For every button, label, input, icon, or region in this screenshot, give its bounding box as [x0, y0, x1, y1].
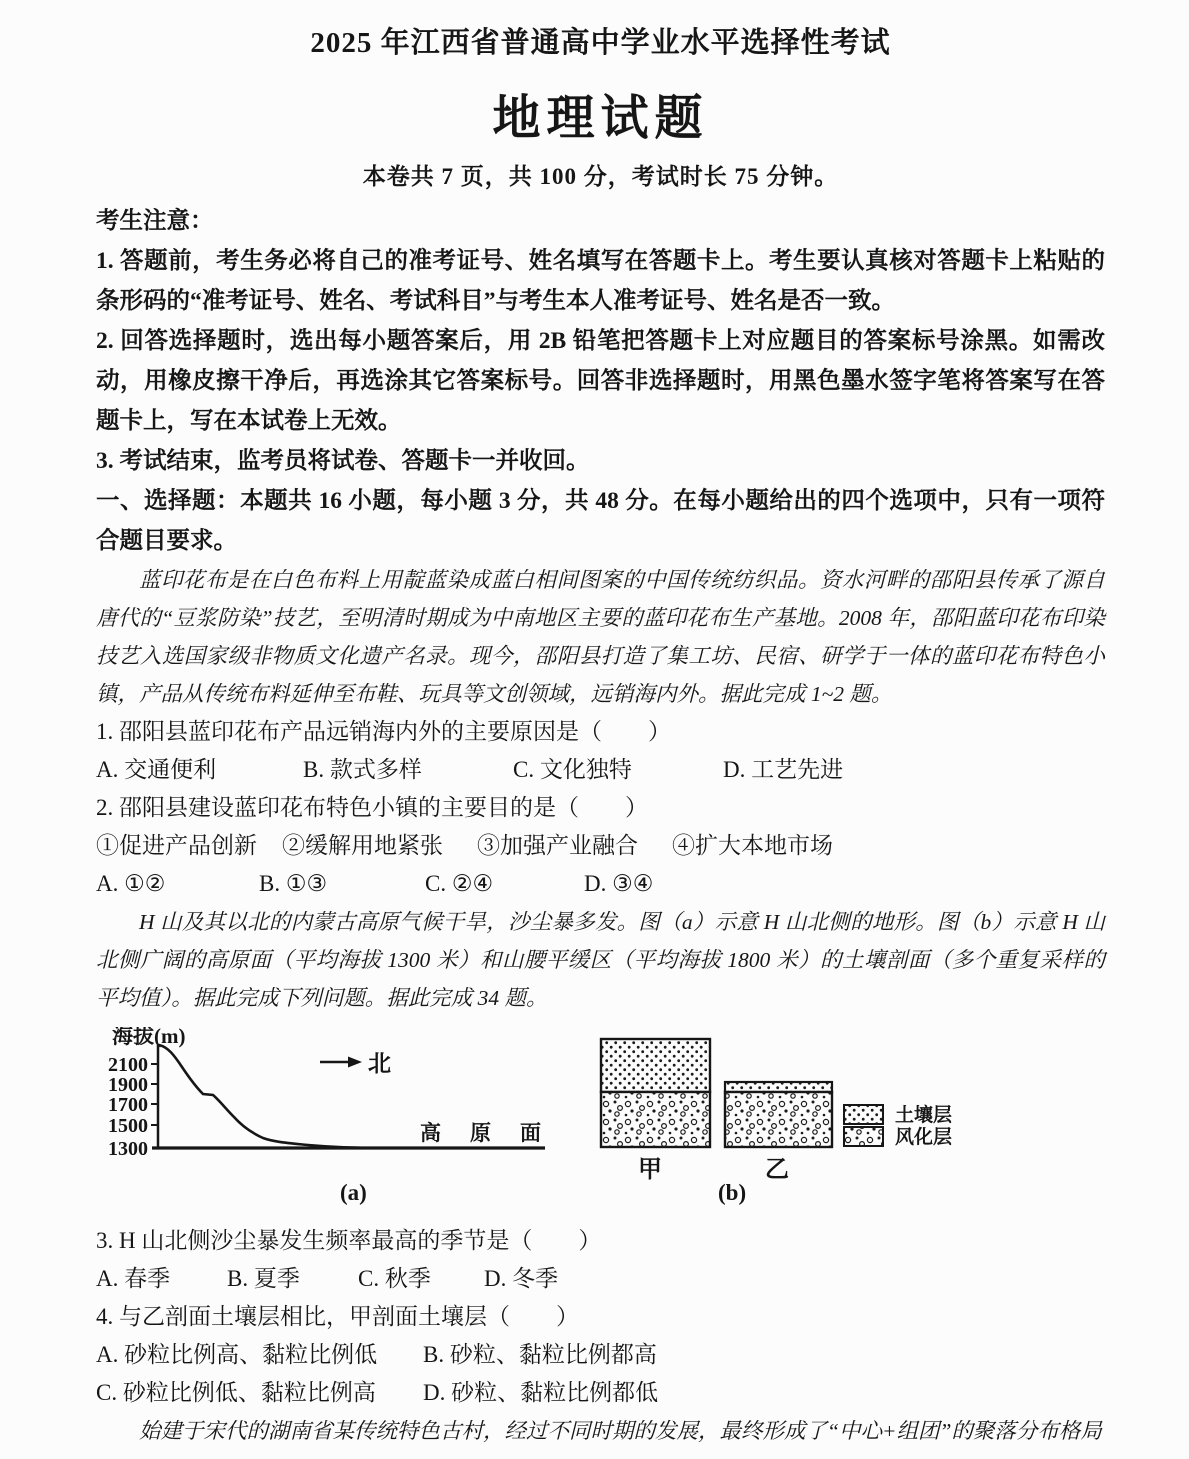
- q4-option-d: D. 砂粒、黏粒比例都低: [423, 1380, 659, 1406]
- column-label-jia: 甲: [638, 1157, 662, 1184]
- legend-swatch-soil: [844, 1105, 883, 1124]
- ytick-1700: 1700: [108, 1094, 148, 1117]
- question-4-options-row-1: [96, 1336, 1105, 1374]
- q2-subitem-1: ①促进产品创新: [96, 833, 257, 859]
- q3-option-c: C. 秋季: [358, 1266, 431, 1292]
- q1-option-d: D. 工艺先进: [723, 757, 844, 783]
- q1-option-a: A. 交通便利: [96, 757, 217, 783]
- soil-column-jia: [601, 1039, 710, 1147]
- q2-option-d: D. ③④: [584, 871, 654, 897]
- legend: [844, 1103, 952, 1148]
- terrain-profile-chart: [108, 1027, 570, 1205]
- north-arrow: [320, 1057, 362, 1068]
- paper-title: 地理试题: [492, 92, 709, 146]
- notice-item-2: 2. 回答选择题时，选出每小题答案后，用 2B 铅笔把答题卡上对应题目的答案标号涂黑。如需改动，用橡皮擦干净后，再选涂其它答案标号。回答非选择题时，用黑色墨水签字笔将答案写在答题卡上，写在本试卷上无效。: [96, 328, 1105, 435]
- ytick-2100: 2100: [108, 1054, 148, 1077]
- ytick-1300: 1300: [108, 1138, 148, 1161]
- notice-section: [96, 201, 1105, 481]
- question-4-options-row-2: [96, 1374, 1105, 1412]
- notice-item-1: 1. 答题前，考生务必将自己的准考证号、姓名填写在答题卡上。考生要认真核对答题卡上粘贴的条形码的“准考证号、姓名、考试科目”与考生本人准考证号、姓名是否一致。: [96, 248, 1105, 315]
- question-3-stem: 3. H 山北侧沙尘暴发生频率最高的季节是（ ）: [96, 1228, 602, 1254]
- exam-title: 2025 年江西省普通高中学业水平选择性考试: [310, 27, 891, 59]
- q1-option-c: C. 文化独特: [513, 757, 632, 783]
- passage-h-mountain: H 山及其以北的内蒙古高原气候干旱，沙尘暴多发。图（a）示意 H 山北侧的地形。图（b）示意 H 山北侧广阔的高原面（平均海拔 1300 米）和山腰平缓区（平均海拔 1800 米）的土壤剖面（多个重复采样的平均值）。据此完成下列问题。据此完成 34 题。: [96, 910, 1105, 1011]
- ytick-1500: 1500: [108, 1115, 148, 1138]
- q2-option-c: C. ②④: [425, 871, 494, 897]
- column-label-yi: 乙: [765, 1157, 789, 1184]
- q2-subitem-2: ②缓解用地紧张: [282, 833, 443, 859]
- section1-heading: 一、选择题：本题共 16 小题，每小题 3 分，共 48 分。在每小题给出的四个选项中，只有一项符合题目要求。: [96, 488, 1105, 555]
- notice-item-3: 3. 考试结束，监考员将试卷、答题卡一并收回。: [96, 448, 590, 475]
- q1-option-b: B. 款式多样: [303, 757, 422, 783]
- q2-subitem-4: ④扩大本地市场: [672, 833, 833, 859]
- passage-ancient-village: 始建于宋代的湖南省某传统特色古村，经过不同时期的发展，最终形成了“中心+组团”的聚落分布格局: [139, 1419, 1102, 1444]
- terrain-profile-line: [159, 1045, 381, 1148]
- north-label: 北: [368, 1051, 391, 1077]
- q4-option-a: A. 砂粒比例高、黏粒比例低: [96, 1342, 378, 1368]
- q3-option-d: D. 冬季: [484, 1266, 559, 1292]
- legend-label-soil: 土壤层: [895, 1105, 953, 1127]
- legend-label-weathered: 风化层: [895, 1127, 953, 1149]
- notice-heading: 考生注意：: [96, 208, 214, 235]
- soil-profile-diagram: [601, 1039, 952, 1205]
- legend-swatch-weathered: [844, 1127, 883, 1146]
- figure-svg: [96, 1027, 1106, 1209]
- q2-option-b: B. ①③: [259, 871, 328, 897]
- question-1-stem: 1. 邵阳县蓝印花布产品远销海内外的主要原因是（ ）: [96, 719, 671, 745]
- figure-terrain-and-soil: [96, 1027, 1105, 1214]
- q2-subitem-3: ③加强产业融合: [477, 833, 638, 859]
- question-1-options: [96, 751, 1105, 789]
- q4-option-b: B. 砂粒、黏粒比例都高: [423, 1342, 657, 1368]
- soil-column-yi: [725, 1082, 832, 1147]
- plateau-surface-label: 高原面: [420, 1121, 570, 1146]
- paper-info: 本卷共 7 页，共 100 分，考试时长 75 分钟。: [362, 164, 839, 190]
- ytick-1900: 1900: [108, 1074, 148, 1097]
- q4-option-c: C. 砂粒比例低、黏粒比例高: [96, 1380, 376, 1406]
- question-3-options: [96, 1260, 1105, 1298]
- question-2-subitems: [96, 827, 1105, 865]
- q3-option-a: A. 春季: [96, 1266, 171, 1292]
- question-2-options: [96, 865, 1105, 903]
- q2-option-a: A. ①②: [96, 871, 166, 897]
- q3-option-b: B. 夏季: [227, 1266, 300, 1292]
- question-2-stem: 2. 邵阳县建设蓝印花布特色小镇的主要目的是（ ）: [96, 795, 648, 821]
- elevation-axis-label: 海拔(m): [112, 1027, 186, 1049]
- passage-blue-calico: 蓝印花布是在白色布料上用靛蓝染成蓝白相间图案的中国传统纺织品。资水河畔的邵阳县传承了源自唐代的“豆浆防染”技艺，至明清时期成为中南地区主要的蓝印花布生产基地。2008 年，邵阳蓝印花布印染技艺入选国家级非物质文化遗产名录。现今，邵阳县打造了集工坊、民宿、研学于一体的蓝印花布特色小镇，产品从传统布料延伸至布鞋、玩具等文创领域，远销海内外。据此完成 1~2 题。: [96, 568, 1105, 707]
- caption-b: (b): [718, 1180, 747, 1206]
- question-4-stem: 4. 与乙剖面土壤层相比，甲剖面土壤层（ ）: [96, 1304, 579, 1330]
- caption-a: (a): [340, 1180, 367, 1206]
